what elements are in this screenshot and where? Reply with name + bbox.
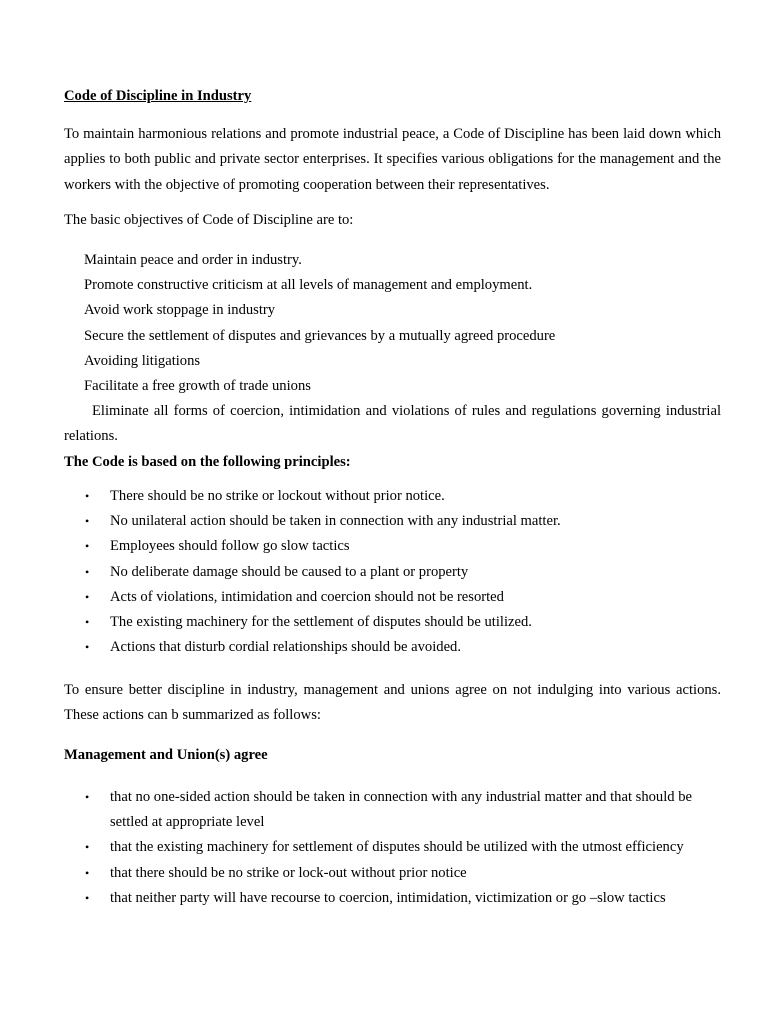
- principle-item: [64, 635, 721, 660]
- principle-item: [64, 585, 721, 610]
- principle-text: No deliberate damage should be caused to a plant or property: [110, 563, 469, 580]
- objective-item: Maintain peace and order in industry.: [84, 251, 302, 268]
- agreement-text: that the existing machinery for settlement of disputes should be utilized with the utmost efficiency: [110, 839, 684, 856]
- actions-paragraph: To ensure better discipline in industry, management and unions agree on not indulging into various actions. These actions can b summarized as follows:: [64, 681, 721, 723]
- agreement-text: that there should be no strike or lock-out without prior notice: [110, 864, 467, 881]
- bullet-icon: •: [85, 488, 90, 503]
- agreement-text: that neither party will have recourse to coercion, intimidation, victimization or go –slow tactics: [110, 889, 666, 906]
- objective-item: Secure the settlement of disputes and grievances by a mutually agreed procedure: [84, 327, 556, 344]
- objective-item: Avoiding litigations: [84, 352, 201, 369]
- bullet-icon: •: [85, 890, 90, 905]
- principle-text: There should be no strike or lockout without prior notice.: [110, 487, 445, 504]
- agreement-text: that no one-sided action should be taken in connection with any industrial matter and that should be settled at appropriate level: [110, 788, 692, 831]
- principle-item: [64, 509, 721, 534]
- bullet-icon: •: [85, 564, 90, 579]
- objective-item: Facilitate a free growth of trade unions: [84, 377, 311, 394]
- objective-item: Promote constructive criticism at all levels of management and employment.: [84, 277, 533, 294]
- principle-text: No unilateral action should be taken in connection with any industrial matter.: [110, 513, 561, 529]
- document-title: Code of Discipline in Industry: [64, 88, 252, 104]
- objectives-lead: The basic objectives of Code of Discipline are to:: [64, 211, 354, 228]
- principle-text: Acts of violations, intimidation and coercion should not be resorted: [110, 588, 504, 605]
- principle-item: [64, 534, 721, 559]
- principles-heading: The Code is based on the following principles:: [64, 453, 351, 470]
- agreement-item: [64, 861, 721, 886]
- bullet-icon: •: [85, 865, 90, 880]
- objectives-list: [64, 248, 721, 399]
- bullet-icon: •: [85, 514, 90, 528]
- principle-text: Actions that disturb cordial relationships should be avoided.: [110, 639, 461, 656]
- principles-list: [64, 484, 721, 661]
- agree-heading: Management and Union(s) agree: [64, 746, 268, 763]
- agreement-item: [64, 835, 721, 860]
- principle-text: Employees should follow go slow tactics: [110, 538, 350, 555]
- agreement-item: [64, 785, 721, 836]
- bullet-icon: •: [85, 615, 90, 630]
- objective-item-last: Eliminate all forms of coercion, intimidation and violations of rules and regulations governing industrial relations.: [64, 403, 721, 445]
- bullet-icon: •: [85, 840, 90, 855]
- bullet-icon: •: [85, 539, 90, 554]
- principle-text: The existing machinery for the settlement of disputes should be utilized.: [110, 614, 532, 631]
- bullet-icon: •: [85, 589, 90, 604]
- objective-item: Avoid work stoppage in industry: [84, 302, 276, 319]
- agreement-item: [64, 886, 721, 911]
- agreements-list: [64, 785, 721, 911]
- bullet-icon: •: [85, 789, 90, 804]
- principle-item: [64, 484, 721, 509]
- principle-item: [64, 560, 721, 585]
- bullet-icon: •: [85, 640, 90, 655]
- principle-item: [64, 610, 721, 635]
- intro-paragraph: To maintain harmonious relations and promote industrial peace, a Code of Discipline has been laid down which applies to both public and private sector enterprises. It specifies various obligations for the management and the workers with the objective of promoting cooperation between their representatives.: [64, 126, 721, 193]
